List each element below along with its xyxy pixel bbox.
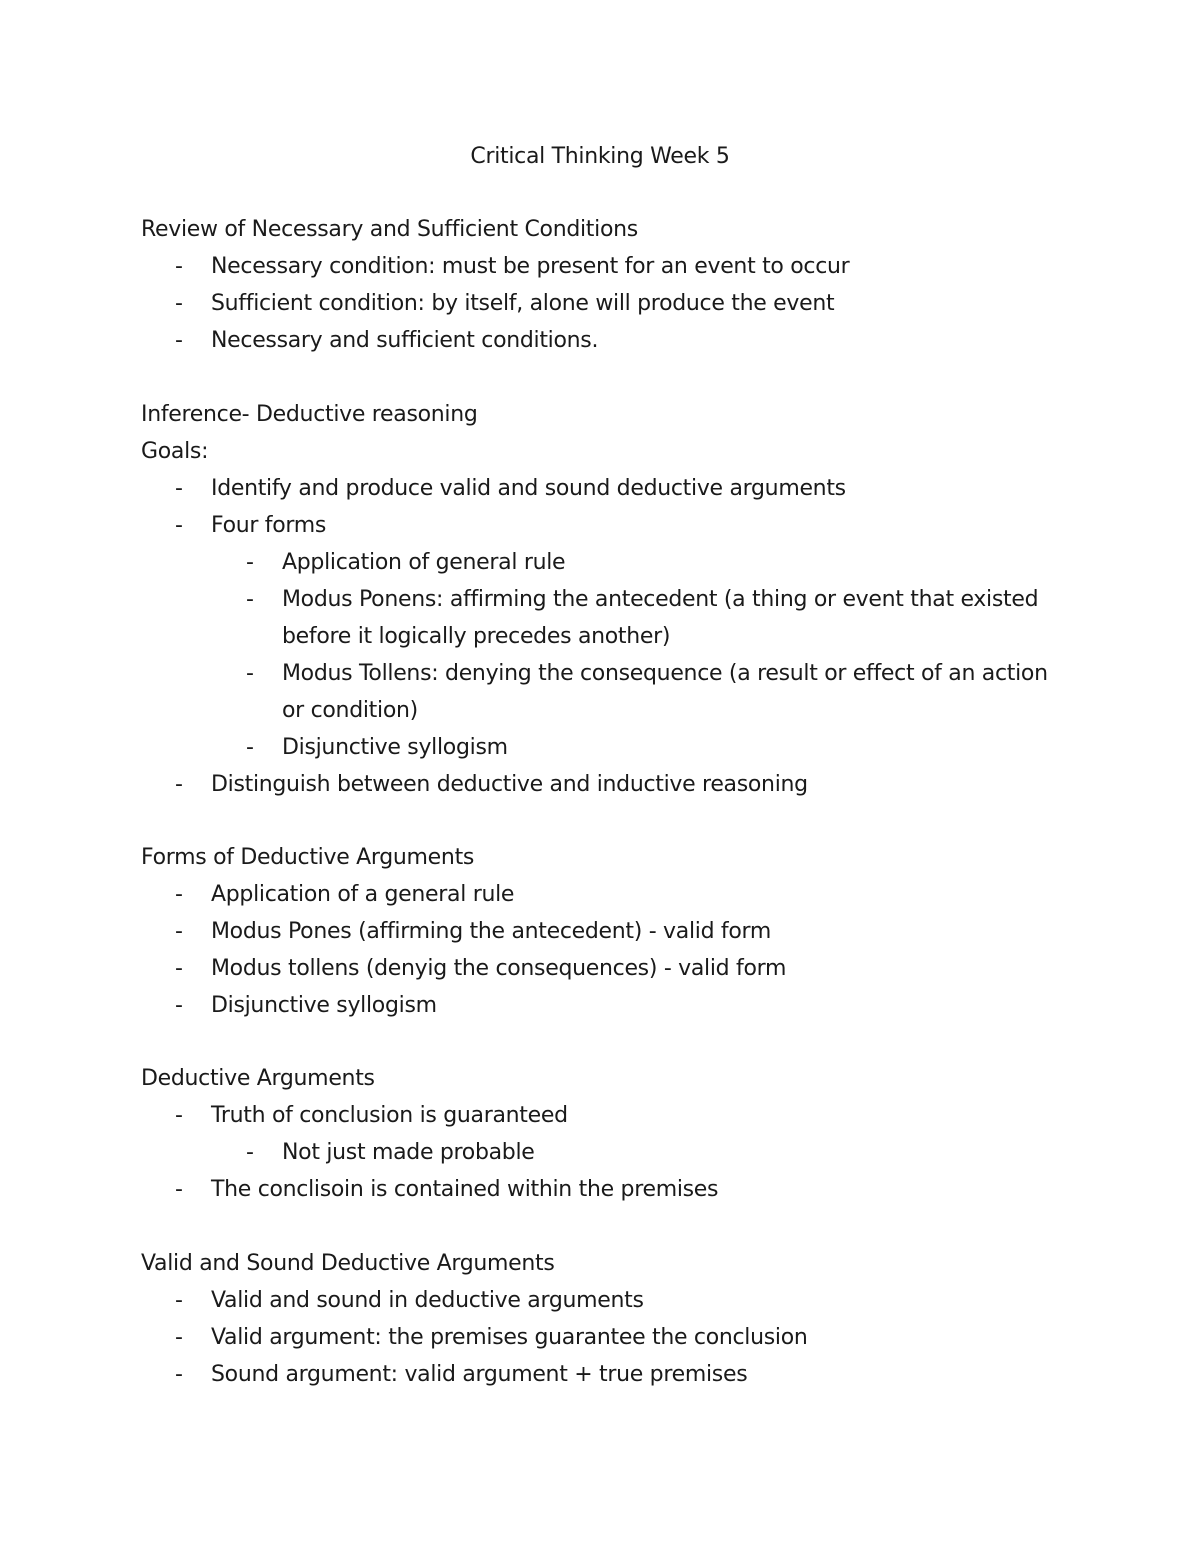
list-item-text: Modus Ponens: affirming the antecedent (a thing or event that existed before it logically precedes another) <box>282 587 1039 649</box>
list-item-text: Necessary and sufficient conditions. <box>211 328 599 353</box>
list-item <box>141 1319 1101 1356</box>
bullet-dash: - <box>175 1103 183 1128</box>
list-item-text: Application of a general rule <box>211 882 515 907</box>
list-item-text: Disjunctive syllogism <box>282 735 508 760</box>
list-item-text: Identify and produce valid and sound deductive arguments <box>211 476 846 501</box>
bullet-list <box>141 470 1101 803</box>
bullet-list <box>141 1282 1101 1393</box>
bullet-dash: - <box>175 1362 183 1387</box>
sub-list-item <box>141 581 1101 655</box>
list-item <box>141 1282 1101 1319</box>
list-item-text: Four forms <box>211 513 327 538</box>
list-item-text: Disjunctive syllogism <box>211 993 437 1018</box>
list-item <box>141 1171 1101 1208</box>
list-item <box>141 987 1101 1024</box>
list-item-text: Sufficient condition: by itself, alone will produce the event <box>211 291 835 316</box>
goals-label: Goals: <box>141 439 209 464</box>
list-item-text: Not just made probable <box>282 1140 535 1165</box>
section-forms <box>141 839 1101 1024</box>
list-item-text: Truth of conclusion is guaranteed <box>211 1103 568 1128</box>
list-item-text: Application of general rule <box>282 550 566 575</box>
page-title: Critical Thinking Week 5 <box>470 144 730 169</box>
list-item-text: Valid and sound in deductive arguments <box>211 1288 644 1313</box>
section-heading: Deductive Arguments <box>141 1066 375 1091</box>
sub-list-item <box>141 655 1101 729</box>
section-deductive-arguments <box>141 1060 1101 1208</box>
bullet-dash: - <box>175 1325 183 1350</box>
bullet-dash: - <box>175 476 183 501</box>
list-item <box>141 507 1101 544</box>
bullet-dash: - <box>175 1288 183 1313</box>
list-item <box>141 876 1101 913</box>
section-valid-sound <box>141 1245 1101 1393</box>
list-item-text: Necessary condition: must be present for an event to occur <box>211 254 850 279</box>
bullet-dash: - <box>175 919 183 944</box>
list-item-text: Valid argument: the premises guarantee the conclusion <box>211 1325 808 1350</box>
list-item-text: Sound argument: valid argument + true premises <box>211 1362 748 1387</box>
section-necessary-sufficient <box>141 211 1101 359</box>
bullet-dash: - <box>175 956 183 981</box>
bullet-dash: - <box>175 254 183 279</box>
bullet-dash: - <box>175 513 183 538</box>
section-inference <box>141 396 1101 803</box>
section-heading: Valid and Sound Deductive Arguments <box>141 1251 555 1276</box>
section-heading: Forms of Deductive Arguments <box>141 845 475 870</box>
list-item <box>141 285 1101 322</box>
bullet-dash: - <box>175 993 183 1018</box>
bullet-list <box>141 248 1101 359</box>
list-item-text: Modus tollens (denyig the consequences) - valid form <box>211 956 787 981</box>
bullet-dash: - <box>175 882 183 907</box>
sub-list-item <box>141 544 1101 581</box>
list-item <box>141 470 1101 507</box>
list-item <box>141 950 1101 987</box>
list-item-text: Modus Tollens: denying the consequence (a result or effect of an action or condition) <box>282 661 1048 723</box>
bullet-dash: - <box>175 328 183 353</box>
list-item <box>141 248 1101 285</box>
bullet-dash: - <box>246 735 254 760</box>
section-heading: Review of Necessary and Sufficient Conditions <box>141 217 638 242</box>
bullet-dash: - <box>175 291 183 316</box>
bullet-dash: - <box>246 550 254 575</box>
bullet-list <box>141 1097 1101 1208</box>
bullet-list <box>141 876 1101 1024</box>
list-item <box>141 1097 1101 1134</box>
sub-list-item <box>141 1134 1101 1171</box>
list-item <box>141 913 1101 950</box>
bullet-dash: - <box>175 772 183 797</box>
bullet-dash: - <box>246 661 254 686</box>
bullet-dash: - <box>175 1177 183 1202</box>
sub-list-item <box>141 729 1101 766</box>
list-item <box>141 322 1101 359</box>
list-item-text: Distinguish between deductive and inductive reasoning <box>211 772 808 797</box>
list-item-text: The conclisoin is contained within the premises <box>211 1177 719 1202</box>
list-item <box>141 766 1101 803</box>
list-item <box>141 1356 1101 1393</box>
list-item-text: Modus Pones (affirming the antecedent) - valid form <box>211 919 772 944</box>
section-heading: Inference- Deductive reasoning <box>141 402 478 427</box>
bullet-dash: - <box>246 1140 254 1165</box>
bullet-dash: - <box>246 587 254 612</box>
